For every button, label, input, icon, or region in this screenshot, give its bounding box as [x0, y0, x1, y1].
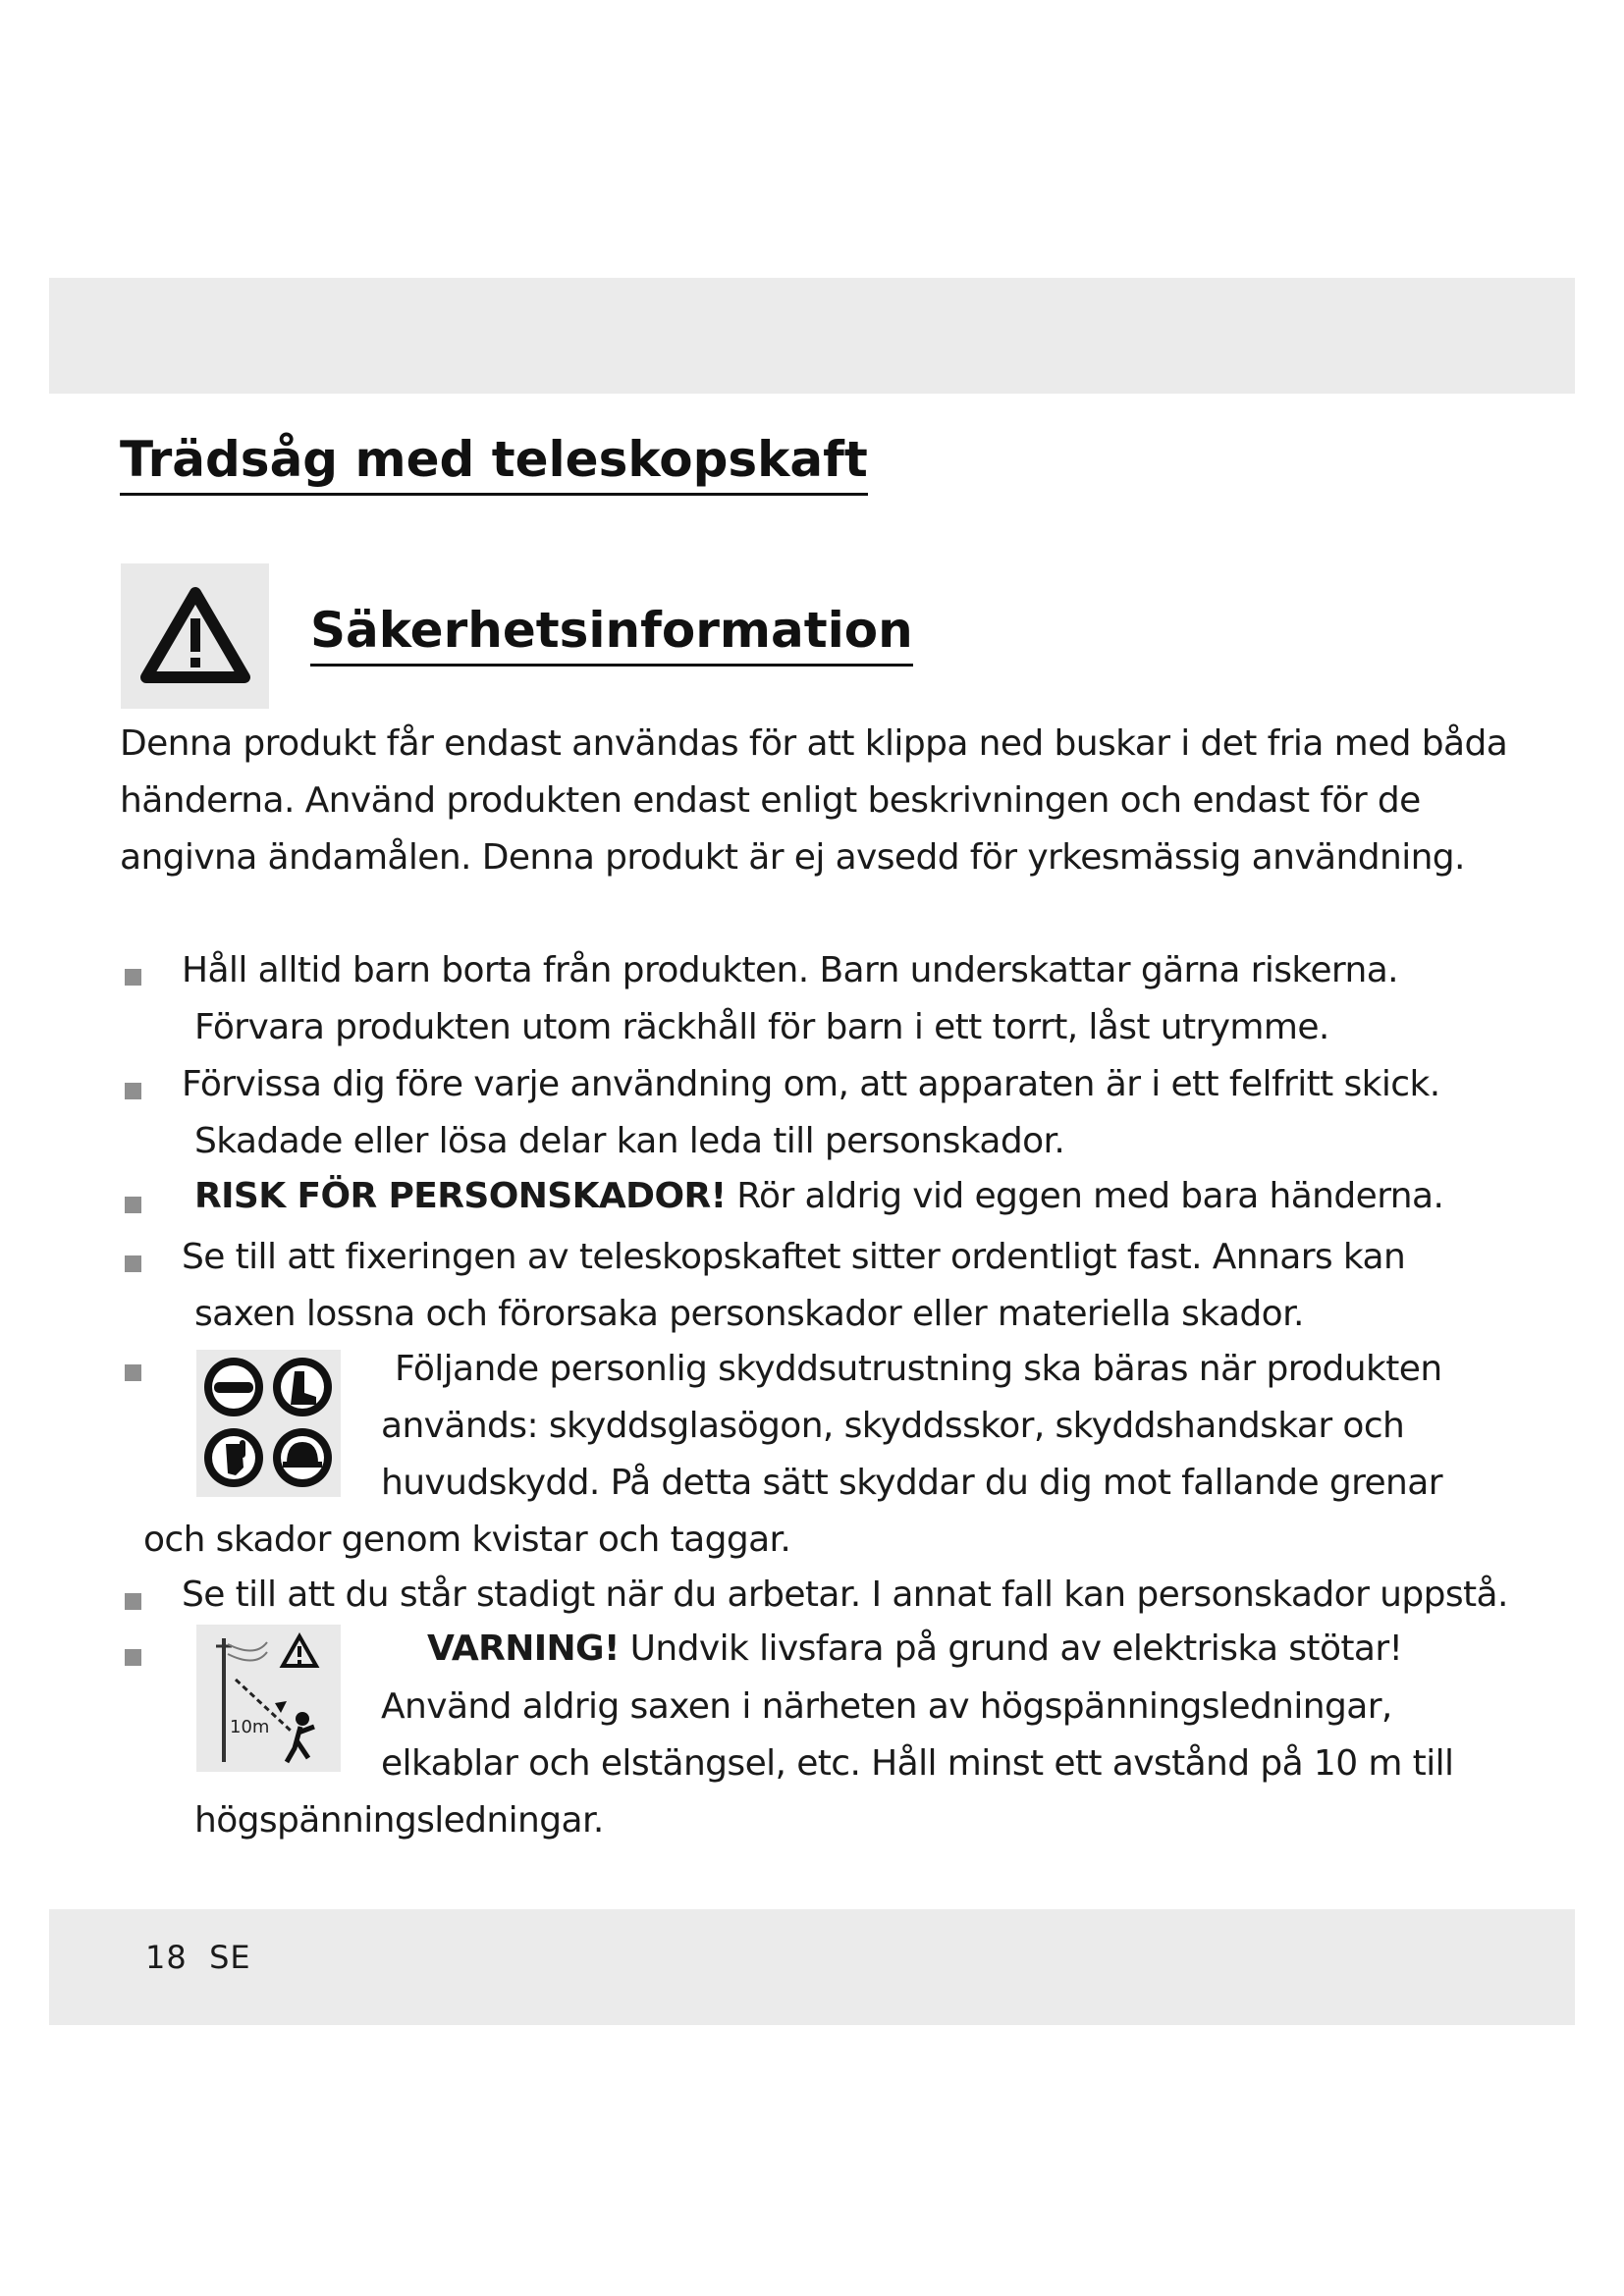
- bullet-marker: [125, 1593, 141, 1610]
- intro-line: händerna. Använd produkten endast enligt beskrivningen och endast för de: [120, 780, 1421, 821]
- page-title: Trädsåg med teleskopskaft: [120, 428, 868, 496]
- list-item-children: Håll alltid barn borta från produkten. Barn underskattar gärna riskerna.: [182, 950, 1399, 990]
- warning-triangle-icon: [121, 563, 269, 709]
- bullet-marker: [125, 969, 141, 986]
- safety-gloves-icon: [204, 1428, 263, 1487]
- bullet-marker: [125, 1255, 141, 1272]
- warning-label: VARNING!: [427, 1629, 620, 1669]
- list-item-children-cont: Förvara produkten utom räckhåll för barn i ett torrt, låst utrymme.: [194, 1007, 1329, 1047]
- section-heading: Säkerhetsinformation: [310, 599, 913, 667]
- ppe-icon-group: [196, 1350, 341, 1497]
- list-item-fixing-cont: saxen lossna och förorsaka personskador eller materiella skador.: [194, 1294, 1304, 1334]
- list-item-ppe-cont: används: skyddsglasögon, skyddsskor, skyddshandskar och: [381, 1406, 1405, 1446]
- warning-text: Undvik livsfara på grund av elektriska stötar!: [619, 1629, 1403, 1669]
- language-code: SE: [209, 1939, 251, 1976]
- list-item-check-cont: Skadade eller lösa delar kan leda till personskador.: [194, 1121, 1065, 1161]
- helmet-icon: [273, 1428, 332, 1487]
- intro-line: angivna ändamålen. Denna produkt är ej avsedd för yrkesmässig användning.: [120, 837, 1465, 878]
- safety-goggles-icon: [204, 1358, 263, 1416]
- list-item-warning-cont: högspänningsledningar.: [194, 1800, 604, 1841]
- footer-band: [49, 1909, 1575, 2025]
- distance-label: 10m: [230, 1717, 270, 1737]
- list-item-risk: [194, 1168, 1443, 1225]
- list-item-ppe-cont: och skador genom kvistar och taggar.: [143, 1520, 791, 1560]
- header-band: [49, 278, 1575, 394]
- power-line-distance-icon: [196, 1625, 341, 1772]
- list-item-fixing: Se till att fixeringen av teleskopskaftet sitter ordentligt fast. Annars kan: [182, 1237, 1406, 1277]
- bullet-marker: [125, 1364, 141, 1381]
- intro-line: Denna produkt får endast användas för att klippa ned buskar i det fria med båda: [120, 723, 1508, 764]
- safety-boots-icon: [273, 1358, 332, 1416]
- bullet-marker: [125, 1083, 141, 1099]
- list-item-warning: [427, 1621, 1402, 1678]
- bullet-marker: [125, 1649, 141, 1666]
- list-item-warning-cont: Använd aldrig saxen i närheten av högspänningsledningar,: [381, 1686, 1392, 1727]
- page-number: 18: [145, 1939, 188, 1976]
- risk-text: Rör aldrig vid eggen med bara händerna.: [726, 1176, 1444, 1216]
- risk-label: RISK FÖR PERSONSKADOR!: [194, 1176, 727, 1216]
- list-item-check: Förvissa dig före varje användning om, att apparaten är i ett felfritt skick.: [182, 1064, 1440, 1104]
- bullet-marker: [125, 1197, 141, 1213]
- list-item-stand: Se till att du står stadigt när du arbetar. I annat fall kan personskador uppstå.: [182, 1575, 1508, 1615]
- list-item-ppe-cont: huvudskydd. På detta sätt skyddar du dig mot fallande grenar: [381, 1463, 1442, 1503]
- list-item-ppe: Följande personlig skyddsutrustning ska bäras när produkten: [395, 1349, 1442, 1389]
- list-item-warning-cont: elkablar och elstängsel, etc. Håll minst ett avstånd på 10 m till: [381, 1743, 1454, 1784]
- page-footer: [145, 1936, 251, 1979]
